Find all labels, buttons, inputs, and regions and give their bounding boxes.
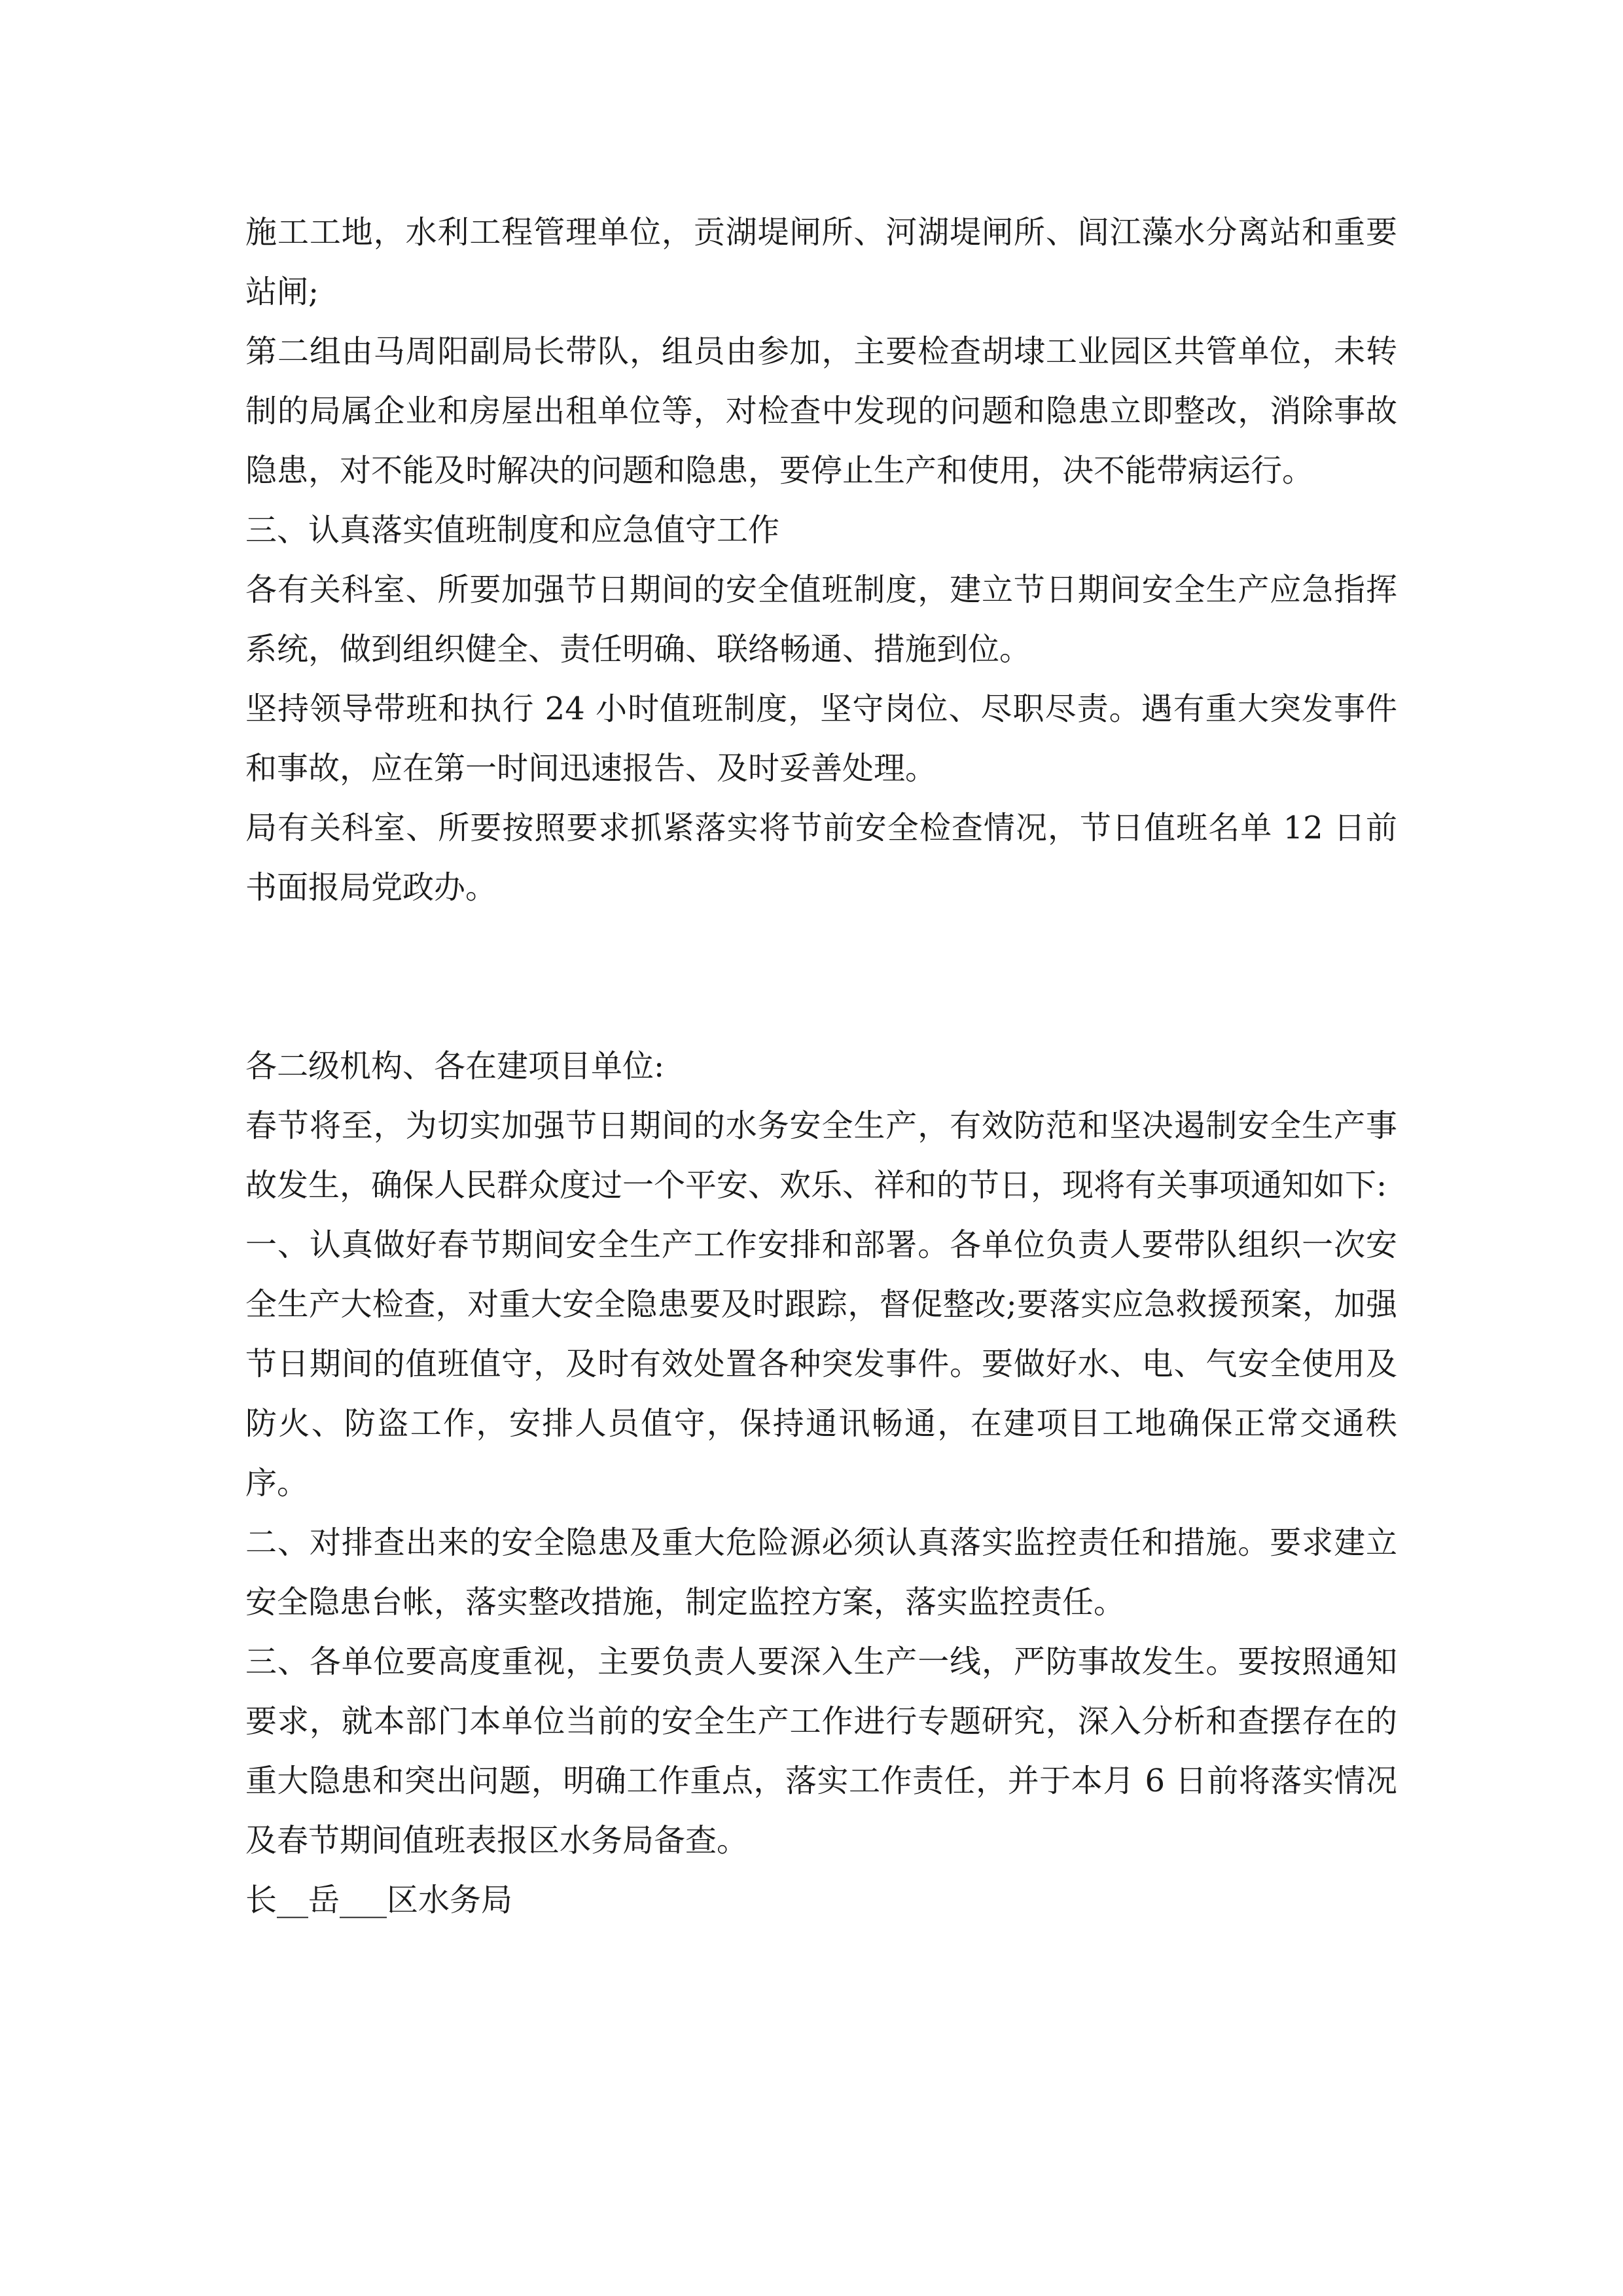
paragraph-duty-system: 各有关科室、所要加强节日期间的安全值班制度，建立节日期间安全生产应急指挥系统，做到组织健全、责任明确、联络畅通、措施到位。 (245, 571, 1397, 668)
paragraph-item-three: 三、各单位要高度重视，主要负责人要深入生产一线，严防事故发生。要按照通知要求，就本部门本单位当前的安全生产工作进行专题研究，深入分析和查摆存在的重大隐患和突出问题，明确工作重点，落实工作责任，并于本月 6 日前将落实情况及春节期间值班表报区水务局备查。 (245, 1643, 1397, 1859)
signature: 长__岳___区水务局 (245, 1882, 513, 1918)
heading-duty-system: 三、认真落实值班制度和应急值守工作 (245, 512, 780, 548)
paragraph-item-one: 一、认真做好春节期间安全生产工作安排和部署。各单位负责人要带队组织一次安全生产大检查，对重大安全隐患要及时跟踪，督促整改;要落实应急救援预案，加强节日期间的值班值守，及时有效处置各种突发事件。要做好水、电、气安全使用及防火、防盗工作，安排人员值守，保持通讯畅通，在建项目工地确保正常交通秩序。 (245, 1227, 1397, 1501)
paragraph-second-group: 第二组由马周阳副局长带队，组员由参加，主要检查胡埭工业园区共管单位，未转制的局属企业和房屋出租单位等，对检查中发现的问题和隐患立即整改，消除事故隐患，对不能及时解决的问题和隐患，要停止生产和使用，决不能带病运行。 (245, 333, 1397, 489)
paragraph-item-two: 二、对排查出来的安全隐患及重大危险源必须认真落实监控责任和措施。要求建立安全隐患台帐，落实整改措施，制定监控方案，落实监控责任。 (245, 1524, 1397, 1621)
salutation: 各二级机构、各在建项目单位: (245, 1048, 665, 1085)
paragraph-report-requirement: 局有关科室、所要按照要求抓紧落实将节前安全检查情况，节日值班名单 12 日前书面报局党政办。 (245, 810, 1397, 906)
document-body (245, 203, 1397, 1930)
paragraph-intro: 春节将至，为切实加强节日期间的水务安全生产，有效防范和坚决遏制安全生产事故发生，确保人民群众度过一个平安、欢乐、祥和的节日，现将有关事项通知如下: (245, 1107, 1397, 1204)
paragraph-24h-duty: 坚持领导带班和执行 24 小时值班制度，坚守岗位、尽职尽责。遇有重大突发事件和事故，应在第一时间迅速报告、及时妥善处理。 (245, 691, 1397, 787)
paragraph-inspection-sites: 施工工地，水利工程管理单位，贡湖堤闸所、河湖堤闸所、闾江藻水分离站和重要站闸; (245, 214, 1397, 310)
section-gap (245, 918, 1397, 1037)
